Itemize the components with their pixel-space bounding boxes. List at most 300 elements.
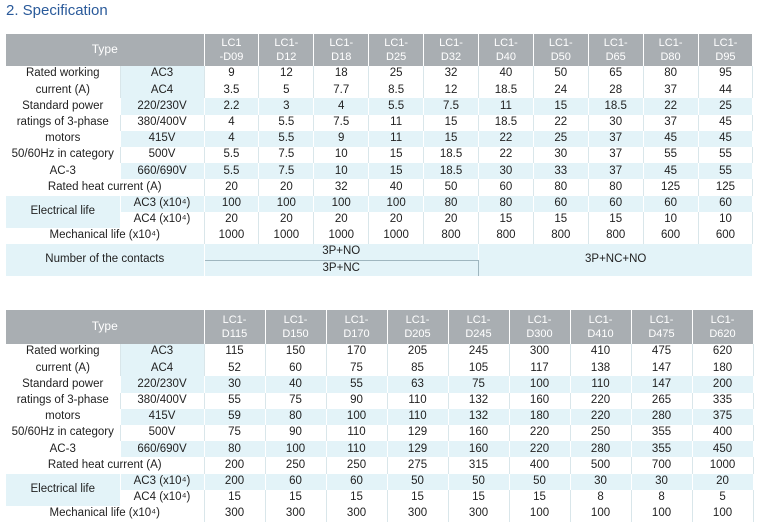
spec-value: 20 (369, 212, 424, 228)
model-prefix: LC1- (222, 313, 247, 326)
spec-value: 45 (643, 163, 698, 179)
spec-value: 20 (259, 212, 314, 228)
spec-value: 620 (692, 344, 753, 360)
spec-value: 400 (692, 425, 753, 441)
category-label: 380/400V (120, 115, 204, 131)
spec-row-v415 (6, 409, 753, 425)
model-code: D170 (343, 328, 370, 340)
spec-row-ac3 (6, 66, 753, 82)
spec-value: 5.5 (259, 115, 314, 131)
spec-value: 800 (588, 228, 643, 244)
category-label: AC4 (120, 360, 204, 376)
model-prefix: LC1- (603, 36, 628, 49)
spec-value: 40 (478, 66, 533, 82)
category-label: AC3 (120, 66, 204, 82)
spec-value: 20 (314, 212, 369, 228)
spec-value: 65 (588, 66, 643, 82)
spec-value: 15 (588, 212, 643, 228)
spec-value: 20 (692, 474, 753, 490)
spec-value: 1000 (692, 457, 753, 473)
model-header (698, 34, 753, 66)
spec-value: 105 (448, 360, 509, 376)
model-header (588, 34, 643, 66)
spec-value: 75 (265, 393, 326, 409)
spec-value: 3.5 (204, 82, 259, 98)
type-header: Type (6, 34, 204, 66)
spec-value: 1000 (369, 228, 424, 244)
spec-value: 4 (314, 98, 369, 114)
spec-value: 160 (448, 425, 509, 441)
spec-value: 30 (204, 376, 265, 392)
spec-value: 5.5 (259, 131, 314, 147)
category-label: 380/400V (120, 393, 204, 409)
category-label: 415V (120, 409, 204, 425)
mechanical-life-label: Mechanical life (x10⁴) (6, 228, 204, 244)
spec-value: 24 (533, 82, 588, 98)
electrical-life-label: Electrical life (6, 474, 120, 506)
spec-row-v660 (6, 163, 753, 179)
spec-value: 37 (588, 147, 643, 163)
spec-value: 45 (698, 131, 753, 147)
spec-value: 220 (509, 425, 570, 441)
spec-row-heat (6, 179, 753, 195)
spec-value: 100 (570, 506, 631, 522)
rated-working-current-label: Rated working (6, 344, 120, 360)
model-code: D300 (526, 328, 553, 340)
spec-value: 280 (570, 441, 631, 457)
electrical-life-label: Electrical life (6, 196, 120, 228)
model-code: D150 (282, 328, 309, 340)
spec-value: 15 (204, 490, 265, 506)
spec-row-v415 (6, 131, 753, 147)
spec-value: 60 (265, 360, 326, 376)
model-header (533, 34, 588, 66)
spec-row-v660 (6, 441, 753, 457)
spec-value: 80 (533, 179, 588, 195)
spec-value: 110 (326, 425, 387, 441)
spec-value: 300 (509, 344, 570, 360)
spec-value: 37 (588, 131, 643, 147)
spec-value: 75 (326, 360, 387, 376)
standard-power-label: 50/60Hz in category (6, 147, 120, 163)
spec-value: 220 (509, 441, 570, 457)
model-code: D475 (648, 328, 675, 340)
model-prefix: LC1- (548, 36, 573, 49)
model-code: D115 (221, 328, 248, 340)
spec-value: 2.2 (204, 98, 259, 114)
spec-value: 7.5 (259, 147, 314, 163)
model-prefix: LC1- (283, 313, 308, 326)
category-label: 500V (120, 147, 204, 163)
spec-value: 180 (692, 360, 753, 376)
model-header (387, 310, 448, 344)
category-label: AC4 (x10⁴) (120, 212, 204, 228)
spec-value: 475 (631, 344, 692, 360)
model-prefix: LC1- (493, 36, 518, 49)
spec-value: 355 (631, 441, 692, 457)
spec-value: 55 (643, 147, 698, 163)
spec-value: 32 (424, 66, 479, 82)
model-code: D245 (465, 328, 492, 340)
spec-value: 160 (448, 441, 509, 457)
rated-working-current-label: current (A) (6, 82, 120, 98)
spec-value: 100 (326, 409, 387, 425)
spec-value: 8.5 (369, 82, 424, 98)
spec-value: 85 (387, 360, 448, 376)
spec-value: 7.5 (424, 98, 479, 114)
model-code: D32 (440, 51, 462, 63)
model-prefix: LC1- (588, 313, 613, 326)
spec-value: 25 (533, 131, 588, 147)
spec-value: 15 (265, 490, 326, 506)
spec-value: 125 (643, 179, 698, 195)
spec-row-heat (6, 457, 753, 473)
spec-value: 50 (424, 179, 479, 195)
spec-value: 150 (265, 344, 326, 360)
spec-value: 300 (265, 506, 326, 522)
spec-row-v220 (6, 98, 753, 114)
spec-value: 100 (369, 196, 424, 212)
spec-row-ac3life (6, 474, 753, 490)
spec-value: 250 (326, 457, 387, 473)
spec-value: 18 (314, 66, 369, 82)
spec-value: 90 (265, 425, 326, 441)
spec-value: 1000 (204, 228, 259, 244)
model-header (326, 310, 387, 344)
spec-value: 600 (698, 228, 753, 244)
spec-value: 22 (533, 115, 588, 131)
model-prefix: LC1- (329, 36, 354, 49)
standard-power-label: AC-3 (6, 441, 120, 457)
spec-value: 20 (204, 179, 259, 195)
contacts-value: 3P+NO (204, 244, 478, 260)
spec-value: 80 (424, 196, 479, 212)
spec-value: 129 (387, 425, 448, 441)
spec-value: 8 (631, 490, 692, 506)
spec-value: 15 (424, 131, 479, 147)
standard-power-label: AC-3 (6, 163, 120, 179)
spec-value: 100 (265, 441, 326, 457)
category-label: 660/690V (120, 441, 204, 457)
spec-value: 410 (570, 344, 631, 360)
spec-value: 5.5 (204, 163, 259, 179)
spec-value: 300 (387, 506, 448, 522)
spec-value: 32 (314, 179, 369, 195)
spec-value: 400 (509, 457, 570, 473)
category-label: 220/230V (120, 376, 204, 392)
spec-value: 18.5 (478, 115, 533, 131)
spec-value: 11 (369, 131, 424, 147)
category-label: AC4 (120, 82, 204, 98)
spec-value: 147 (631, 360, 692, 376)
spec-value: 8 (570, 490, 631, 506)
spec-value: 25 (698, 98, 753, 114)
spec-value: 45 (698, 115, 753, 131)
spec-value: 55 (326, 376, 387, 392)
contacts-row (6, 244, 753, 260)
rated-working-current-label: Rated working (6, 66, 120, 82)
spec-value: 18.5 (478, 82, 533, 98)
model-header (570, 310, 631, 344)
spec-value: 60 (478, 179, 533, 195)
spec-value: 5.5 (204, 147, 259, 163)
spec-row-v380 (6, 393, 753, 409)
spec-value: 30 (588, 115, 643, 131)
spec-value: 60 (326, 474, 387, 490)
spec-value: 80 (478, 196, 533, 212)
spec-value: 15 (533, 98, 588, 114)
number-of-contacts-label: Number of the contacts (6, 244, 204, 276)
type-header: Type (6, 310, 204, 344)
spec-value: 10 (643, 212, 698, 228)
standard-power-label: 50/60Hz in category (6, 425, 120, 441)
spec-value: 132 (448, 393, 509, 409)
spec-value: 129 (387, 441, 448, 457)
model-prefix: LC1- (713, 36, 738, 49)
spec-value: 75 (204, 425, 265, 441)
spec-value: 55 (204, 393, 265, 409)
model-prefix: LC1- (384, 36, 409, 49)
model-prefix: LC1- (439, 36, 463, 49)
spec-value: 275 (387, 457, 448, 473)
spec-value: 15 (448, 490, 509, 506)
model-header (424, 34, 479, 66)
model-code: D95 (715, 51, 736, 63)
spec-value: 15 (424, 115, 479, 131)
spec-value: 10 (698, 212, 753, 228)
spec-value: 12 (424, 82, 479, 98)
model-header (692, 310, 753, 344)
spec-value: 15 (478, 212, 533, 228)
spec-value: 132 (448, 409, 509, 425)
spec-value: 355 (631, 425, 692, 441)
spec-value: 40 (265, 376, 326, 392)
model-header (478, 34, 533, 66)
section-heading: 2. Specification (6, 2, 108, 19)
spec-value: 50 (448, 474, 509, 490)
spec-value: 11 (478, 98, 533, 114)
spec-value: 125 (698, 179, 753, 195)
spec-value: 117 (509, 360, 570, 376)
spec-value: 220 (570, 409, 631, 425)
spec-value: 37 (588, 163, 643, 179)
spec-value: 265 (631, 393, 692, 409)
rated-working-current-label: current (A) (6, 360, 120, 376)
model-code: D40 (495, 51, 516, 63)
spec-value: 50 (387, 474, 448, 490)
category-label: AC3 (x10⁴) (120, 196, 204, 212)
model-code: D12 (276, 51, 297, 63)
standard-power-label: ratings of 3-phase (6, 115, 120, 131)
standard-power-label: ratings of 3-phase (6, 393, 120, 409)
spec-value: 10 (314, 147, 369, 163)
model-code: D620 (709, 328, 736, 340)
spec-value: 5 (692, 490, 753, 506)
standard-power-label: Standard power (6, 98, 120, 114)
spec-value: 100 (259, 196, 314, 212)
spec-value: 9 (204, 66, 259, 82)
spec-value: 20 (424, 212, 479, 228)
spec-value: 12 (259, 66, 314, 82)
spec-row-v220 (6, 376, 753, 392)
model-prefix: LC1 (221, 36, 242, 49)
spec-value: 100 (314, 196, 369, 212)
spec-value: 110 (387, 393, 448, 409)
spec-value: 315 (448, 457, 509, 473)
model-header (204, 34, 259, 66)
spec-value: 200 (204, 474, 265, 490)
spec-table-d115-d620 (6, 310, 754, 522)
model-code: -D09 (219, 51, 244, 63)
spec-row-v500 (6, 147, 753, 163)
spec-value: 245 (448, 344, 509, 360)
spec-value: 55 (698, 147, 753, 163)
spec-value: 200 (204, 457, 265, 473)
spec-value: 15 (369, 163, 424, 179)
spec-value: 800 (478, 228, 533, 244)
spec-value: 55 (698, 163, 753, 179)
model-code: D65 (605, 51, 626, 63)
model-prefix: LC1- (658, 36, 683, 49)
spec-value: 60 (265, 474, 326, 490)
spec-value: 10 (314, 163, 369, 179)
spec-value: 700 (631, 457, 692, 473)
spec-value: 80 (588, 179, 643, 195)
spec-value: 100 (204, 196, 259, 212)
spec-value: 200 (692, 376, 753, 392)
spec-row-ac3 (6, 344, 753, 360)
spec-value: 205 (387, 344, 448, 360)
model-prefix: LC1- (405, 313, 430, 326)
spec-value: 37 (643, 115, 698, 131)
spec-value: 15 (326, 490, 387, 506)
spec-value: 22 (643, 98, 698, 114)
spec-value: 30 (478, 163, 533, 179)
spec-value: 7.5 (314, 115, 369, 131)
model-header (259, 34, 314, 66)
spec-value: 52 (204, 360, 265, 376)
spec-value: 44 (698, 82, 753, 98)
spec-value: 280 (631, 409, 692, 425)
mechanical-life-label: Mechanical life (x10⁴) (6, 506, 204, 522)
spec-row-ac3life (6, 196, 753, 212)
category-label: 500V (120, 425, 204, 441)
spec-value: 800 (533, 228, 588, 244)
spec-value: 11 (369, 115, 424, 131)
spec-value: 800 (424, 228, 479, 244)
spec-table-d09-d95 (6, 34, 753, 276)
spec-value: 5.5 (369, 98, 424, 114)
category-label: AC3 (x10⁴) (120, 474, 204, 490)
spec-value: 300 (326, 506, 387, 522)
spec-value: 30 (570, 474, 631, 490)
spec-value: 1000 (259, 228, 314, 244)
spec-value: 75 (448, 376, 509, 392)
spec-value: 160 (509, 393, 570, 409)
spec-value: 9 (314, 131, 369, 147)
model-header (643, 34, 698, 66)
spec-value: 60 (533, 196, 588, 212)
model-prefix: LC1- (274, 36, 299, 49)
model-header (448, 310, 509, 344)
spec-value: 63 (387, 376, 448, 392)
model-header (369, 34, 424, 66)
spec-value: 450 (692, 441, 753, 457)
spec-value: 95 (698, 66, 753, 82)
model-prefix: LC1- (527, 313, 552, 326)
model-code: D205 (404, 328, 431, 340)
model-prefix: LC1- (649, 313, 674, 326)
spec-value: 30 (631, 474, 692, 490)
spec-value: 80 (265, 409, 326, 425)
spec-value: 100 (692, 506, 753, 522)
spec-value: 300 (448, 506, 509, 522)
spec-value: 100 (631, 506, 692, 522)
model-header (204, 310, 265, 344)
spec-value: 170 (326, 344, 387, 360)
standard-power-label: motors (6, 409, 120, 425)
spec-value: 147 (631, 376, 692, 392)
spec-value: 90 (326, 393, 387, 409)
spec-value: 22 (478, 147, 533, 163)
spec-value: 110 (326, 441, 387, 457)
spec-value: 100 (509, 376, 570, 392)
spec-value: 80 (643, 66, 698, 82)
contacts-value: 3P+NC (204, 260, 478, 276)
spec-value: 100 (509, 506, 570, 522)
spec-value: 28 (588, 82, 643, 98)
rated-heat-current-label: Rated heat current (A) (6, 457, 204, 473)
category-label: AC3 (120, 344, 204, 360)
spec-value: 15 (387, 490, 448, 506)
spec-row-v380 (6, 115, 753, 131)
model-code: D25 (386, 51, 407, 63)
spec-value: 335 (692, 393, 753, 409)
spec-value: 15 (509, 490, 570, 506)
spec-value: 18.5 (588, 98, 643, 114)
spec-value: 110 (570, 376, 631, 392)
spec-value: 45 (643, 131, 698, 147)
model-header (631, 310, 692, 344)
model-prefix: LC1- (710, 313, 735, 326)
category-label: AC4 (x10⁴) (120, 490, 204, 506)
spec-value: 220 (570, 393, 631, 409)
spec-value: 40 (369, 179, 424, 195)
spec-value: 7.5 (259, 163, 314, 179)
spec-value: 33 (533, 163, 588, 179)
spec-value: 300 (204, 506, 265, 522)
spec-value: 5 (259, 82, 314, 98)
spec-value: 4 (204, 115, 259, 131)
spec-value: 250 (570, 425, 631, 441)
spec-value: 15 (533, 212, 588, 228)
spec-value: 110 (387, 409, 448, 425)
spec-row-v500 (6, 425, 753, 441)
model-code: D18 (331, 51, 352, 63)
model-code: D80 (660, 51, 681, 63)
spec-value: 180 (509, 409, 570, 425)
spec-value: 18.5 (424, 163, 479, 179)
spec-value: 375 (692, 409, 753, 425)
spec-value: 18.5 (424, 147, 479, 163)
model-code: D410 (587, 328, 614, 340)
spec-value: 4 (204, 131, 259, 147)
category-label: 220/230V (120, 98, 204, 114)
spec-value: 60 (643, 196, 698, 212)
spec-value: 250 (265, 457, 326, 473)
spec-value: 115 (204, 344, 265, 360)
model-code: D50 (550, 51, 571, 63)
